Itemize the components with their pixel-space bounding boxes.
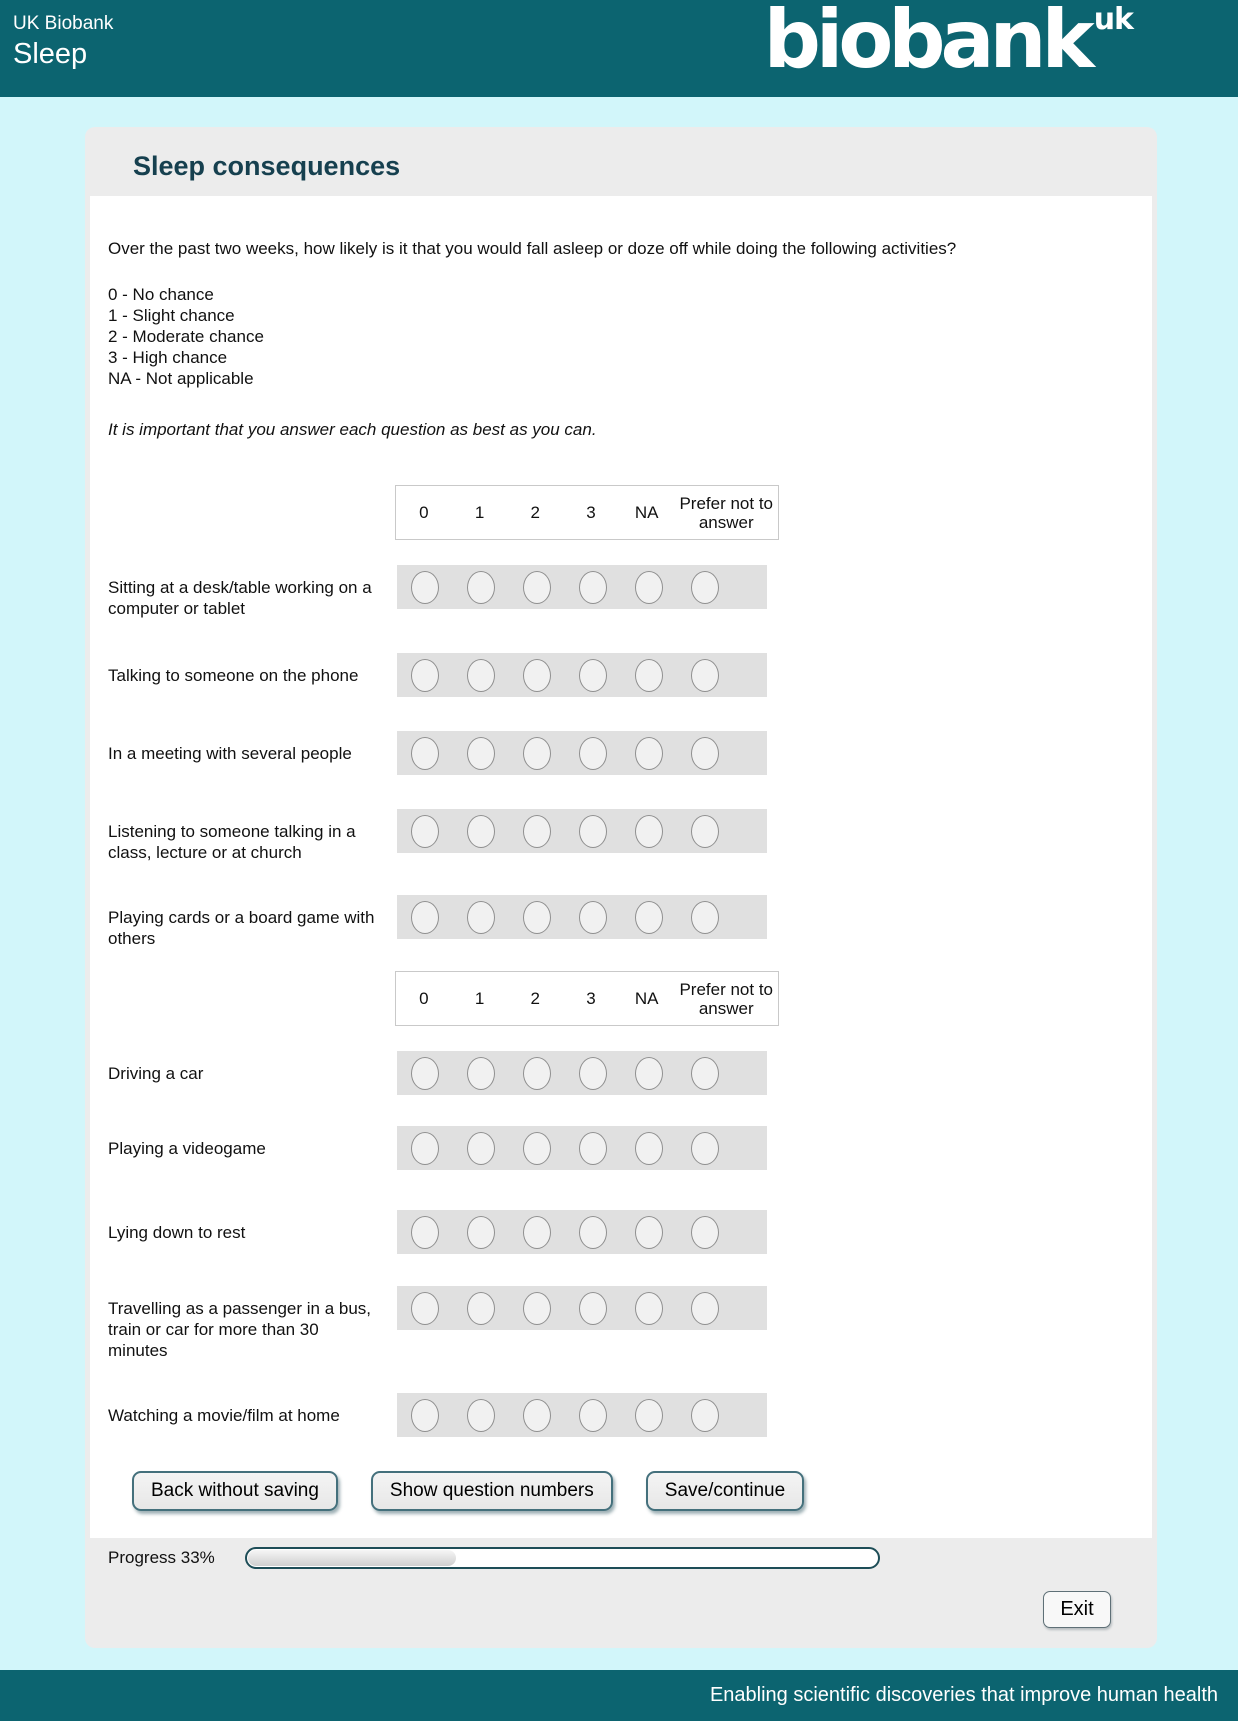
scale-col-prefer-not: Prefer not to answer (679, 979, 774, 1018)
question-row (108, 565, 1134, 619)
exit-button[interactable]: Exit (1043, 1591, 1111, 1628)
answer-band (397, 1286, 767, 1330)
radio-cell (453, 1132, 509, 1165)
radio-cell (565, 1216, 621, 1249)
question-row (108, 1051, 1134, 1095)
radio-option[interactable] (411, 1292, 439, 1325)
question-label: Playing cards or a board game with others (108, 908, 375, 948)
radio-option[interactable] (635, 1292, 663, 1325)
radio-option[interactable] (411, 1216, 439, 1249)
radio-option[interactable] (691, 1292, 719, 1325)
radio-cell (621, 1216, 677, 1249)
content-card (85, 127, 1157, 1648)
radio-option[interactable] (691, 1057, 719, 1090)
radio-option[interactable] (691, 1132, 719, 1165)
radio-option[interactable] (467, 901, 495, 934)
radio-option[interactable] (467, 571, 495, 604)
radio-option[interactable] (523, 901, 551, 934)
radio-cell (677, 901, 733, 934)
radio-cell (397, 1132, 453, 1165)
radio-option[interactable] (635, 737, 663, 770)
radio-option[interactable] (691, 571, 719, 604)
scale-col-3: 3 (586, 503, 596, 522)
radio-option[interactable] (691, 1216, 719, 1249)
radio-cell (621, 1057, 677, 1090)
answer-band (397, 895, 767, 939)
radio-cell (621, 901, 677, 934)
radio-option[interactable] (691, 737, 719, 770)
answer-band (397, 565, 767, 609)
question-label: In a meeting with several people (108, 744, 352, 763)
radio-cell (509, 1399, 565, 1432)
radio-option[interactable] (691, 659, 719, 692)
scale-header (395, 485, 779, 540)
progress-bar (245, 1547, 880, 1569)
radio-option[interactable] (579, 1132, 607, 1165)
scale-item: 1 - Slight chance (108, 306, 235, 325)
radio-cell (397, 1399, 453, 1432)
radio-cell (453, 659, 509, 692)
radio-option[interactable] (523, 1292, 551, 1325)
radio-cell (565, 901, 621, 934)
radio-cell (509, 1292, 565, 1325)
radio-cell (565, 1057, 621, 1090)
scale-col-na: NA (634, 503, 659, 522)
radio-option[interactable] (467, 1132, 495, 1165)
radio-cell (621, 1399, 677, 1432)
question-row (108, 731, 1134, 775)
radio-cell (621, 815, 677, 848)
radio-option[interactable] (579, 737, 607, 770)
radio-cell (677, 1292, 733, 1325)
radio-cell (453, 1057, 509, 1090)
radio-cell (509, 737, 565, 770)
scale-header (395, 971, 779, 1026)
radio-cell (677, 1057, 733, 1090)
scale-item: NA - Not applicable (108, 369, 254, 388)
radio-option[interactable] (691, 815, 719, 848)
footer-tagline: Enabling scientific discoveries that improve human health (709, 1684, 1218, 1706)
question-label: Travelling as a passenger in a bus, train or car for more than 30 minutes (108, 1299, 372, 1360)
save-continue-button[interactable]: Save/continue (646, 1471, 804, 1511)
radio-option[interactable] (467, 1216, 495, 1249)
biobank-logo (764, 0, 1133, 106)
radio-option[interactable] (411, 571, 439, 604)
module-name: Sleep (13, 38, 88, 70)
answer-band (397, 1051, 767, 1095)
radio-option[interactable] (411, 737, 439, 770)
radio-option[interactable] (467, 659, 495, 692)
radio-option[interactable] (691, 901, 719, 934)
radio-cell (565, 1132, 621, 1165)
action-buttons (132, 1471, 1134, 1511)
radio-cell (677, 1132, 733, 1165)
radio-cell (677, 659, 733, 692)
app-header-titles (0, 0, 113, 97)
radio-cell (621, 659, 677, 692)
radio-cell (509, 815, 565, 848)
scale-item: 0 - No chance (108, 285, 214, 304)
scale-col-2: 2 (530, 989, 540, 1008)
radio-cell (453, 571, 509, 604)
radio-option[interactable] (411, 1132, 439, 1165)
question-label: Listening to someone talking in a class, lecture or at church (108, 822, 356, 862)
page-title: Sleep consequences (133, 151, 401, 181)
radio-option[interactable] (635, 1057, 663, 1090)
scale-item: 3 - High chance (108, 348, 228, 367)
radio-option[interactable] (579, 1057, 607, 1090)
scale-legend (108, 284, 1134, 389)
radio-option[interactable] (523, 1216, 551, 1249)
question-label: Watching a movie/film at home (108, 1406, 340, 1425)
radio-cell (509, 571, 565, 604)
radio-cell (509, 1132, 565, 1165)
app-header (0, 0, 1238, 97)
radio-option[interactable] (523, 815, 551, 848)
footer (0, 1670, 1238, 1721)
radio-option[interactable] (411, 815, 439, 848)
progress-row (108, 1547, 880, 1569)
radio-option[interactable] (579, 901, 607, 934)
radio-cell (565, 571, 621, 604)
scale-col-2: 2 (530, 503, 540, 522)
radio-cell (621, 1292, 677, 1325)
radio-option[interactable] (467, 815, 495, 848)
radio-cell (509, 1057, 565, 1090)
question-row (108, 1126, 1134, 1170)
radio-option[interactable] (635, 1399, 663, 1432)
intro-question: Over the past two weeks, how likely is it that you would fall asleep or doze off while doing the following activities? (108, 239, 957, 258)
radio-option[interactable] (579, 1216, 607, 1249)
biobank-logo-text: biobank (763, 0, 1090, 86)
radio-cell (565, 659, 621, 692)
answer-band (397, 653, 767, 697)
radio-option[interactable] (579, 1292, 607, 1325)
radio-cell (565, 1292, 621, 1325)
progress-fill (248, 1550, 456, 1566)
radio-option[interactable] (467, 1292, 495, 1325)
question-label: Playing a videogame (108, 1139, 266, 1158)
radio-cell (453, 1292, 509, 1325)
radio-option[interactable] (523, 659, 551, 692)
radio-option[interactable] (523, 737, 551, 770)
scale-col-na: NA (634, 989, 659, 1008)
radio-option[interactable] (635, 815, 663, 848)
radio-cell (677, 571, 733, 604)
radio-option[interactable] (579, 1399, 607, 1432)
question-row (108, 1210, 1134, 1254)
answer-band (397, 1393, 767, 1437)
radio-cell (397, 1057, 453, 1090)
radio-option[interactable] (691, 1399, 719, 1432)
radio-option[interactable] (467, 737, 495, 770)
scale-col-prefer-not: Prefer not to answer (679, 493, 774, 532)
radio-cell (397, 1216, 453, 1249)
radio-cell (509, 901, 565, 934)
radio-option[interactable] (467, 1057, 495, 1090)
question-label: Talking to someone on the phone (108, 666, 359, 685)
question-label: Sitting at a desk/table working on a computer or tablet (108, 578, 372, 618)
biobank-logo-uk: uk (1093, 2, 1133, 37)
question-row (108, 1286, 1134, 1361)
radio-cell (677, 1216, 733, 1249)
radio-cell (565, 1399, 621, 1432)
radio-cell (621, 1132, 677, 1165)
back-without-saving-button[interactable]: Back without saving (132, 1471, 338, 1511)
radio-option[interactable] (579, 659, 607, 692)
radio-option[interactable] (523, 571, 551, 604)
scale-col-0: 0 (419, 503, 429, 522)
radio-option[interactable] (579, 815, 607, 848)
radio-option[interactable] (635, 1132, 663, 1165)
show-question-numbers-button[interactable]: Show question numbers (371, 1471, 613, 1511)
radio-cell (453, 1399, 509, 1432)
question-row (108, 1393, 1134, 1437)
scale-col-1: 1 (474, 503, 485, 522)
radio-option[interactable] (523, 1057, 551, 1090)
radio-option[interactable] (635, 571, 663, 604)
answer-band (397, 1126, 767, 1170)
radio-cell (509, 659, 565, 692)
question-label: Driving a car (108, 1064, 204, 1083)
radio-option[interactable] (635, 901, 663, 934)
answer-band (397, 731, 767, 775)
radio-cell (397, 901, 453, 934)
radio-option[interactable] (411, 1057, 439, 1090)
radio-option[interactable] (635, 1216, 663, 1249)
radio-cell (565, 737, 621, 770)
radio-cell (677, 815, 733, 848)
answer-band (397, 1210, 767, 1254)
radio-cell (453, 901, 509, 934)
radio-cell (397, 737, 453, 770)
radio-option[interactable] (467, 1399, 495, 1432)
radio-cell (453, 737, 509, 770)
answer-band (397, 809, 767, 853)
progress-label: Progress 33% (108, 1548, 215, 1567)
radio-option[interactable] (635, 659, 663, 692)
important-note: It is important that you answer each question as best as you can. (108, 420, 597, 439)
radio-option[interactable] (523, 1399, 551, 1432)
radio-cell (397, 571, 453, 604)
radio-cell (397, 659, 453, 692)
question-row (108, 895, 1134, 949)
radio-cell (453, 1216, 509, 1249)
org-name: UK Biobank (13, 13, 114, 34)
radio-cell (677, 1399, 733, 1432)
radio-cell (397, 815, 453, 848)
radio-cell (397, 1292, 453, 1325)
scale-col-1: 1 (474, 989, 485, 1008)
radio-option[interactable] (523, 1132, 551, 1165)
question-label: Lying down to rest (108, 1223, 246, 1242)
radio-cell (453, 815, 509, 848)
radio-option[interactable] (411, 1399, 439, 1432)
radio-cell (621, 571, 677, 604)
radio-option[interactable] (411, 659, 439, 692)
question-row (108, 653, 1134, 697)
radio-cell (565, 815, 621, 848)
question-panel (90, 196, 1152, 1538)
radio-cell (509, 1216, 565, 1249)
radio-cell (621, 737, 677, 770)
scale-item: 2 - Moderate chance (108, 327, 264, 346)
question-row (108, 809, 1134, 863)
scale-col-3: 3 (586, 989, 596, 1008)
scale-col-0: 0 (419, 989, 429, 1008)
radio-cell (677, 737, 733, 770)
radio-option[interactable] (579, 571, 607, 604)
radio-option[interactable] (411, 901, 439, 934)
